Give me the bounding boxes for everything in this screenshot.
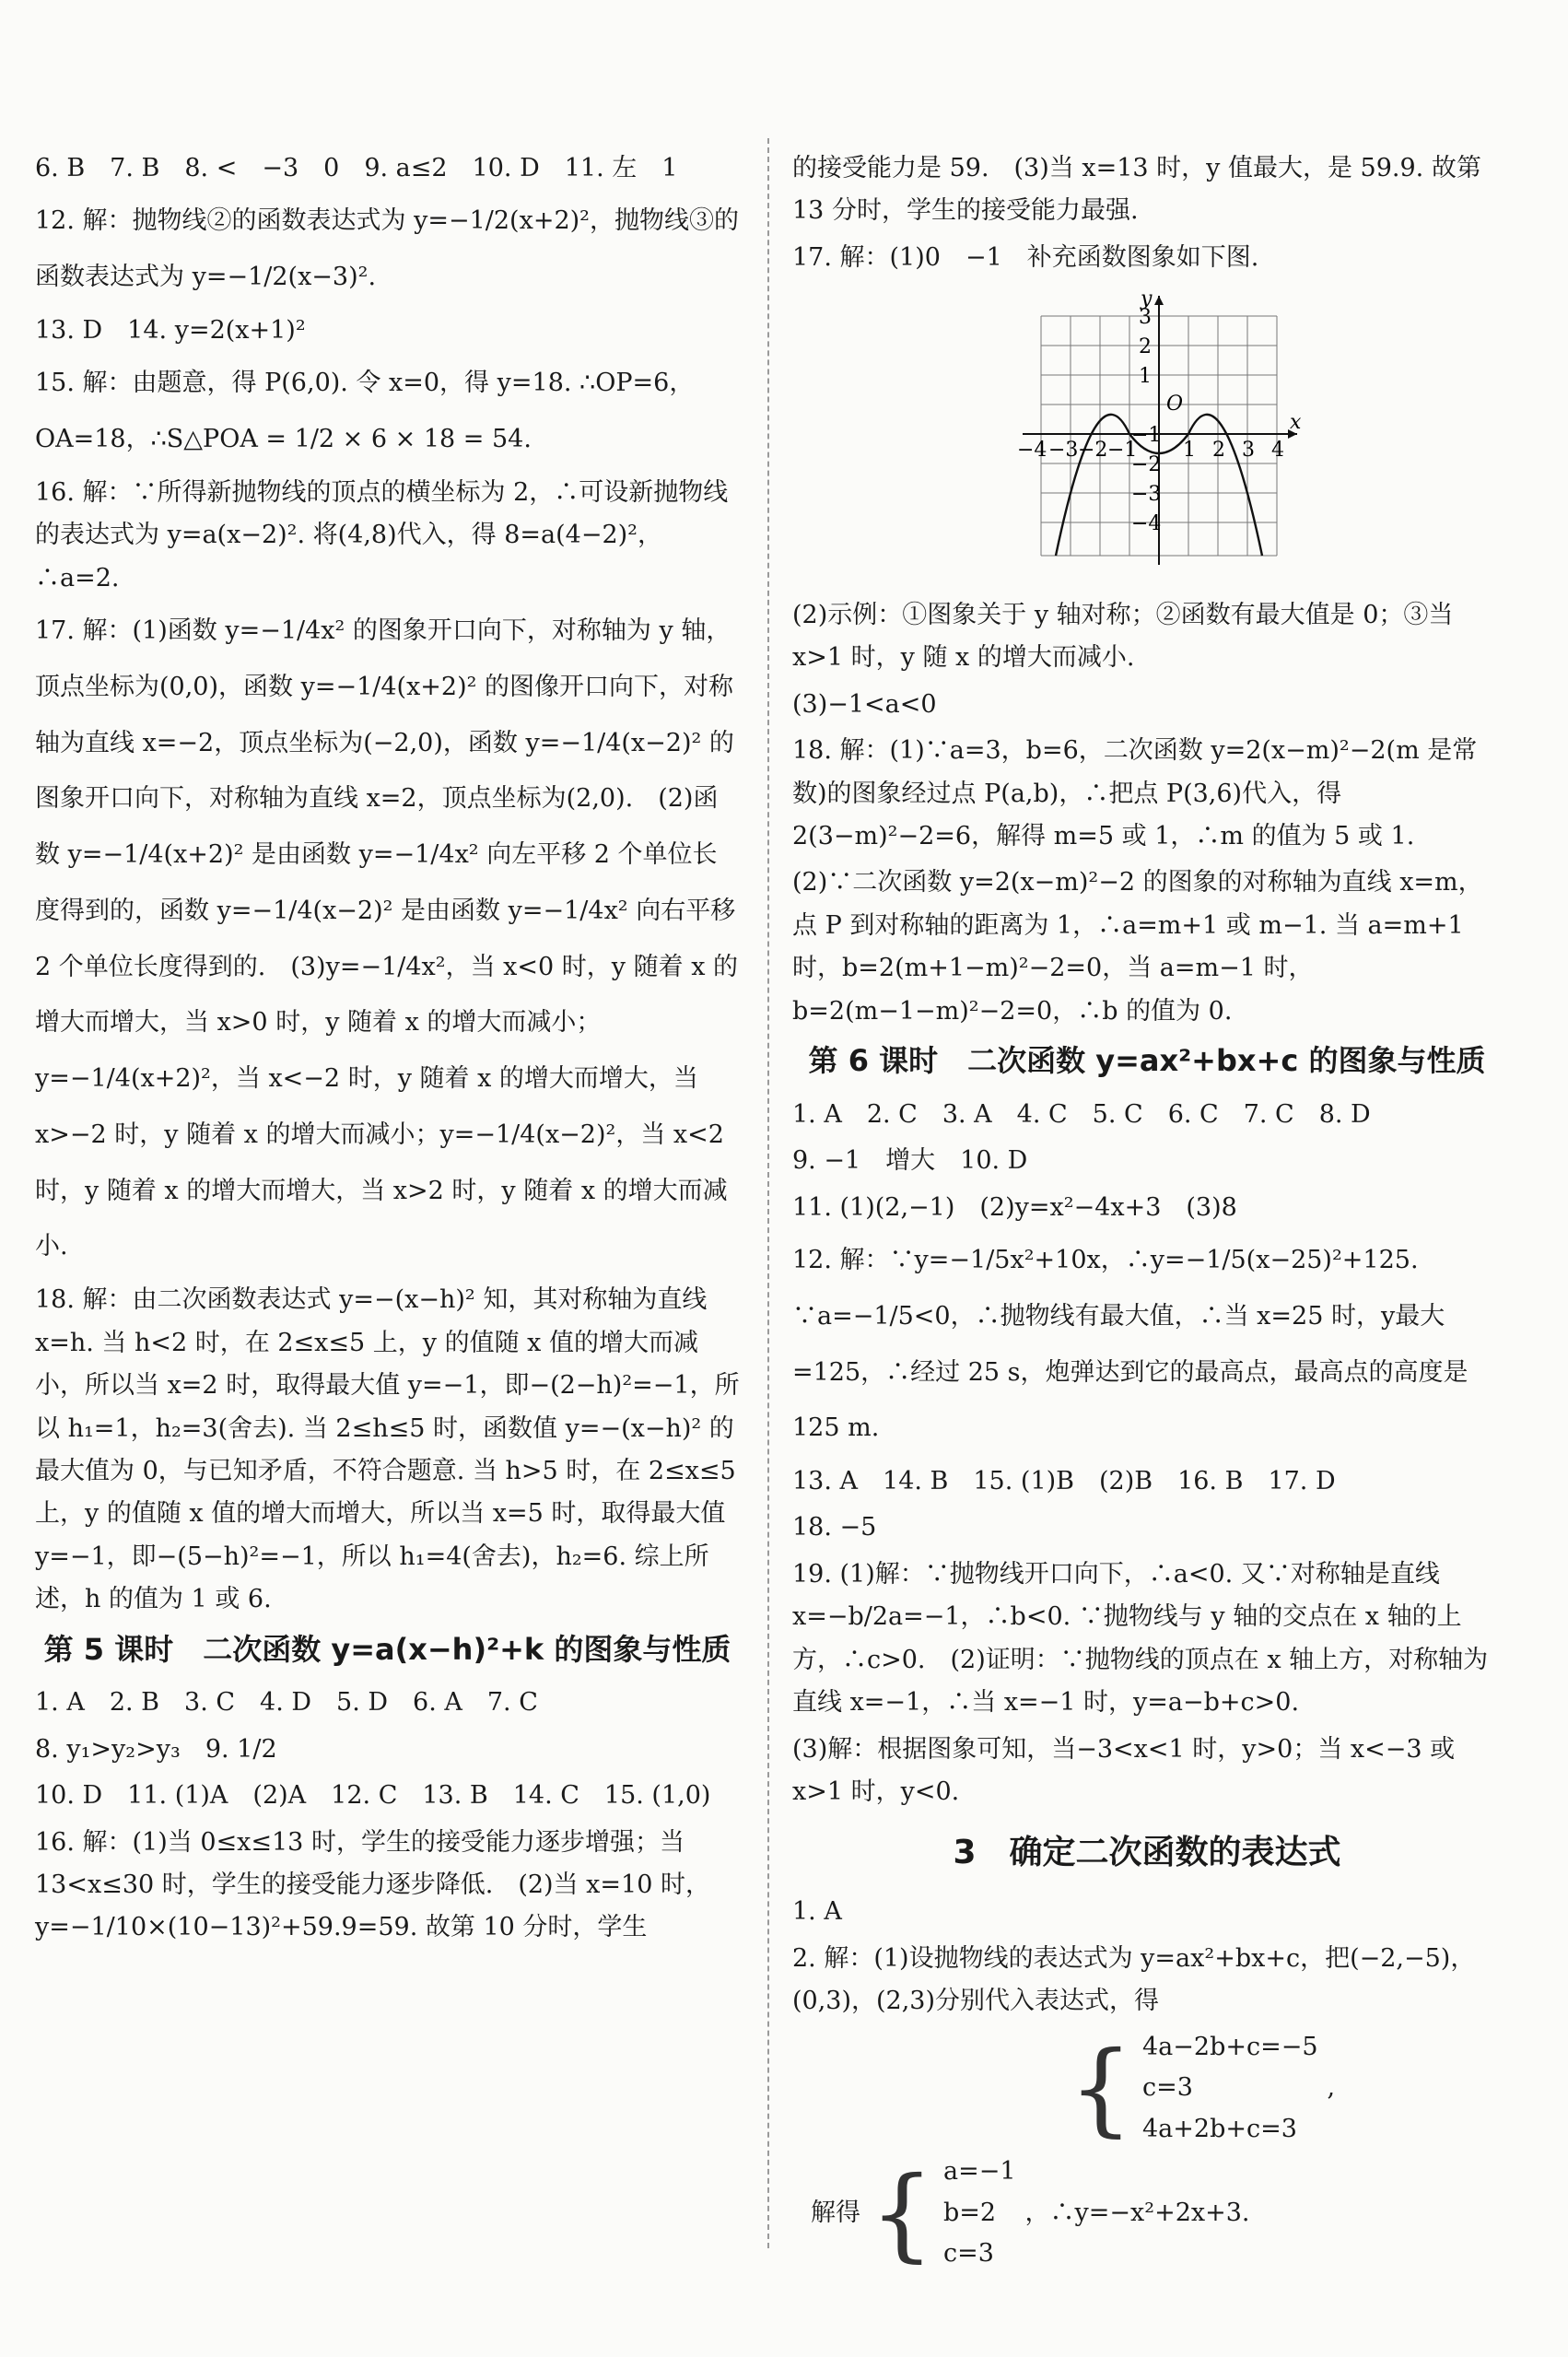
x-tick-neg2: −2 [1078, 439, 1108, 463]
answer-1-sec3: 1. A [792, 1897, 842, 1927]
answer-line-8-9: 8. y₁>y₂>y₃ 9. 1/2 [35, 1734, 277, 1764]
brace-icon: { [1069, 2029, 1133, 2148]
system-1-comma: , [1327, 2073, 1336, 2103]
answer-16-part: 16. 解：(1)当 0≤x≤13 时，学生的接受能力逐步增强；当 13<x≤30 时，学生的接受能力逐步降低. (2)当 x=10 时，y=−1/10×(10−13)²+59.9=59. 故第 10 分时，学生 [35, 1827, 710, 1942]
section-heading-lesson-5: 第 5 课时 二次函数 y=a(x−h)²+k 的图象与性质 [43, 1631, 731, 1667]
section-heading-lesson-6: 第 6 课时 二次函数 y=ax²+bx+c 的图象与性质 [808, 1043, 1486, 1079]
answer-18-part1: 18. 解：(1)∵a=3，b=6，二次函数 y=2(x−m)²−2(m 是常数)的图象经过点 P(a,b)，∴把点 P(3,6)代入，得 2(3−m)²−2=6，解得 m=5 或 1，∴m 的值为 5 或 1. [792, 736, 1478, 850]
system-1-eq1: 4a−2b+c=−5 [1142, 2032, 1318, 2061]
y-tick-1: 1 [1139, 365, 1152, 389]
answer-line-6-11: 6. B 7. B 8. < −3 0 9. a≤2 10. D 11. 左 1 [35, 154, 678, 182]
y-tick-neg2: −2 [1131, 453, 1162, 477]
curve-right [1188, 415, 1262, 556]
equation-system-1 [1069, 2027, 1502, 2151]
brace-icon: { [870, 2154, 934, 2273]
system-2-eq1: a=−1 [943, 2157, 1016, 2187]
y-tick-3: 3 [1139, 306, 1152, 330]
answer-15: 15. 解：由题意，得 P(6,0). 令 x=0，得 y=18. ∴OP=6，OA=18，∴S△POA = 1/2 × 6 × 18 = 54. [35, 369, 695, 454]
curve-left [1056, 415, 1129, 556]
equation-system-2 [811, 2152, 1502, 2275]
y-tick-neg3: −3 [1131, 483, 1162, 507]
section-heading-3: 3 确定二次函数的表达式 [953, 1833, 1341, 1871]
answer-17-intro: 17. 解：(1)0 −1 补充函数图象如下图. [792, 242, 1259, 272]
answer-18-part2: (2)∵二次函数 y=2(x−m)²−2 的图象的对称轴为直线 x=m，点 P 到对称轴的距离为 1，∴a=m+1 或 m−1. 当 a=m+1 时，b=2(m+1−m)²−2=0，当 a=m−1 时，b=2(m−1−m)²−2=0，∴b 的值为 0. [792, 868, 1483, 1026]
function-graph [1004, 288, 1308, 574]
y-axis-arrow-icon [1154, 296, 1164, 305]
x-tick-3: 3 [1242, 439, 1255, 463]
column-divider [767, 138, 769, 2248]
y-tick-neg1: −1 [1131, 424, 1162, 448]
system-2-eq3: c=3 [943, 2239, 994, 2269]
answer-16-continued: 的接受能力是 59. (3)当 x=13 时，y 值最大，是 59.9. 故第 13 分时，学生的接受能力最强. [792, 154, 1481, 226]
answer-line-13-17: 13. A 14. B 15. (1)B (2)B 16. B 17. D [792, 1467, 1336, 1496]
system-1-equations [1142, 2027, 1318, 2151]
answer-11: 11. (1)(2,−1) (2)y=x²−4x+3 (3)8 [792, 1192, 1237, 1222]
right-column [792, 147, 1502, 2277]
x-tick-neg4: −4 [1017, 439, 1047, 463]
x-tick-4: 4 [1271, 439, 1284, 463]
y-axis-label: y [1141, 288, 1153, 311]
y-tick-neg4: −4 [1131, 512, 1162, 536]
answer-19: 19. (1)解：∵抛物线开口向下，∴a<0. 又∵对称轴是直线 x=−b/2a=−1，∴b<0. ∵抛物线与 y 轴的交点在 x 轴的上方，∴c>0. (2)证明：∵抛物线的顶点在 x 轴上方，对称轴为直线 x=−1，∴当 x=−1 时，y=a−b+c>0. [792, 1559, 1489, 1718]
answer-12-right: 12. 解：∵y=−1/5x²+10x，∴y=−1/5(x−25)²+125. ∵a=−1/5<0，∴抛物线有最大值，∴当 x=25 时，y最大=125，∴经过 25 s，炮弹达到它的最高点，最高点的高度是 125 m. [792, 1246, 1469, 1443]
origin-label: O [1166, 393, 1184, 416]
answer-17-part2: (2)示例：①图象关于 y 轴对称；②函数有最大值是 0；③当 x>1 时，y 随 x 的增大而减小. [792, 600, 1454, 673]
answer-line-10-15: 10. D 11. (1)A (2)A 12. C 13. B 14. C 15. (1,0) [35, 1781, 711, 1811]
x-tick-neg3: −3 [1048, 439, 1079, 463]
answer-line-1-7: 1. A 2. B 3. C 4. D 5. D 6. A 7. C [35, 1688, 538, 1718]
system-1-eq3: 4a+2b+c=3 [1142, 2114, 1297, 2143]
answer-2-sec3: 2. 解：(1)设抛物线的表达式为 y=ax²+bx+c，把(−2,−5)，(0,3)，(2,3)分别代入表达式，得 [792, 1943, 1476, 2016]
answer-16: 16. 解：∵所得新抛物线的顶点的横坐标为 2，∴可设新抛物线的表达式为 y=a(x−2)². 将(4,8)代入，得 8=a(4−2)²，∴a=2. [35, 477, 729, 592]
answer-17-part3: (3)−1<a<0 [792, 689, 937, 719]
answer-12: 12. 解：抛物线②的函数表达式为 y=−1/2(x+2)²，抛物线③的函数表达式为 y=−1/2(x−3)². [35, 206, 739, 292]
system-2-eq2: b=2 [943, 2198, 997, 2227]
y-tick-2: 2 [1139, 335, 1152, 359]
answer-line-9-10: 9. −1 增大 10. D [792, 1146, 1028, 1176]
left-column [35, 147, 740, 1953]
system-2-equations [943, 2152, 1016, 2275]
answer-13-14: 13. D 14. y=2(x+1)² [35, 315, 306, 345]
x-tick-2: 2 [1212, 439, 1225, 463]
x-tick-neg1: −1 [1107, 439, 1138, 463]
x-axis-label: x [1290, 411, 1302, 435]
solve-result: ，∴y=−x²+2x+3. [1024, 2198, 1250, 2227]
solve-label: 解得 [811, 2198, 860, 2227]
answer-17: 17. 解：(1)函数 y=−1/4x² 的图象开口向下，对称轴为 y 轴，顶点坐标为(0,0)，函数 y=−1/4(x+2)² 的图像开口向下，对称轴为直线 x=−2，顶点坐标为(−2,0)，函数 y=−1/4(x−2)² 的图象开口向下，对称轴为直线 x=2，顶点坐标为(2,0). (2)函数 y=−1/4(x+2)² 是由函数 y=−1/4x² 向左平移 2 个单位长度得到的，函数 y=−1/4(x−2)² 是由函数 y=−1/4x² 向右平移 2 个单位长度得到的. (3)y=−1/4x²，当 x<0 时，y 随着 x 的增大而增大，当 x>0 时，y 随着 x 的增大而减小；y=−1/4(x+2)²，当 x<−2 时，y 随着 x 的增大而增大，当 x>−2 时，y 随着 x 的增大而减小；y=−1/4(x−2)²，当 x<2 时，y 随着 x 的增大而增大，当 x>2 时，y 随着 x 的增大而减小. [35, 616, 739, 1261]
system-1-eq2: c=3 [1142, 2073, 1193, 2103]
answer-19-part3: (3)解：根据图象可知，当−3<x<1 时，y>0；当 x<−3 或 x>1 时，y<0. [792, 1734, 1456, 1807]
x-tick-1: 1 [1183, 439, 1196, 463]
answer-18: 18. 解：由二次函数表达式 y=−(x−h)² 知，其对称轴为直线 x=h. 当 h<2 时，在 2≤x≤5 上，y 的值随 x 值的增大而减小，所以当 x=2 时，取得最大值 y=−1，即−(2−h)²=−1，所以 h₁=1，h₂=3(舍去). 当 2≤h≤5 时，函数值 y=−(x−h)² 的最大值为 0，与已知矛盾，不符合题意. 当 h>5 时，在 2≤x≤5 上，y 的值随 x 值的增大而增大，所以当 x=5 时，取得最大值 y=−1，即−(5−h)²=−1，所以 h₁=4(舍去)，h₂=6. 综上所述，h 的值为 1 或 6. [35, 1285, 740, 1614]
answer-line-1-8: 1. A 2. C 3. A 4. C 5. C 6. C 7. C 8. D [792, 1099, 1371, 1129]
answer-18-right: 18. −5 [792, 1513, 877, 1542]
